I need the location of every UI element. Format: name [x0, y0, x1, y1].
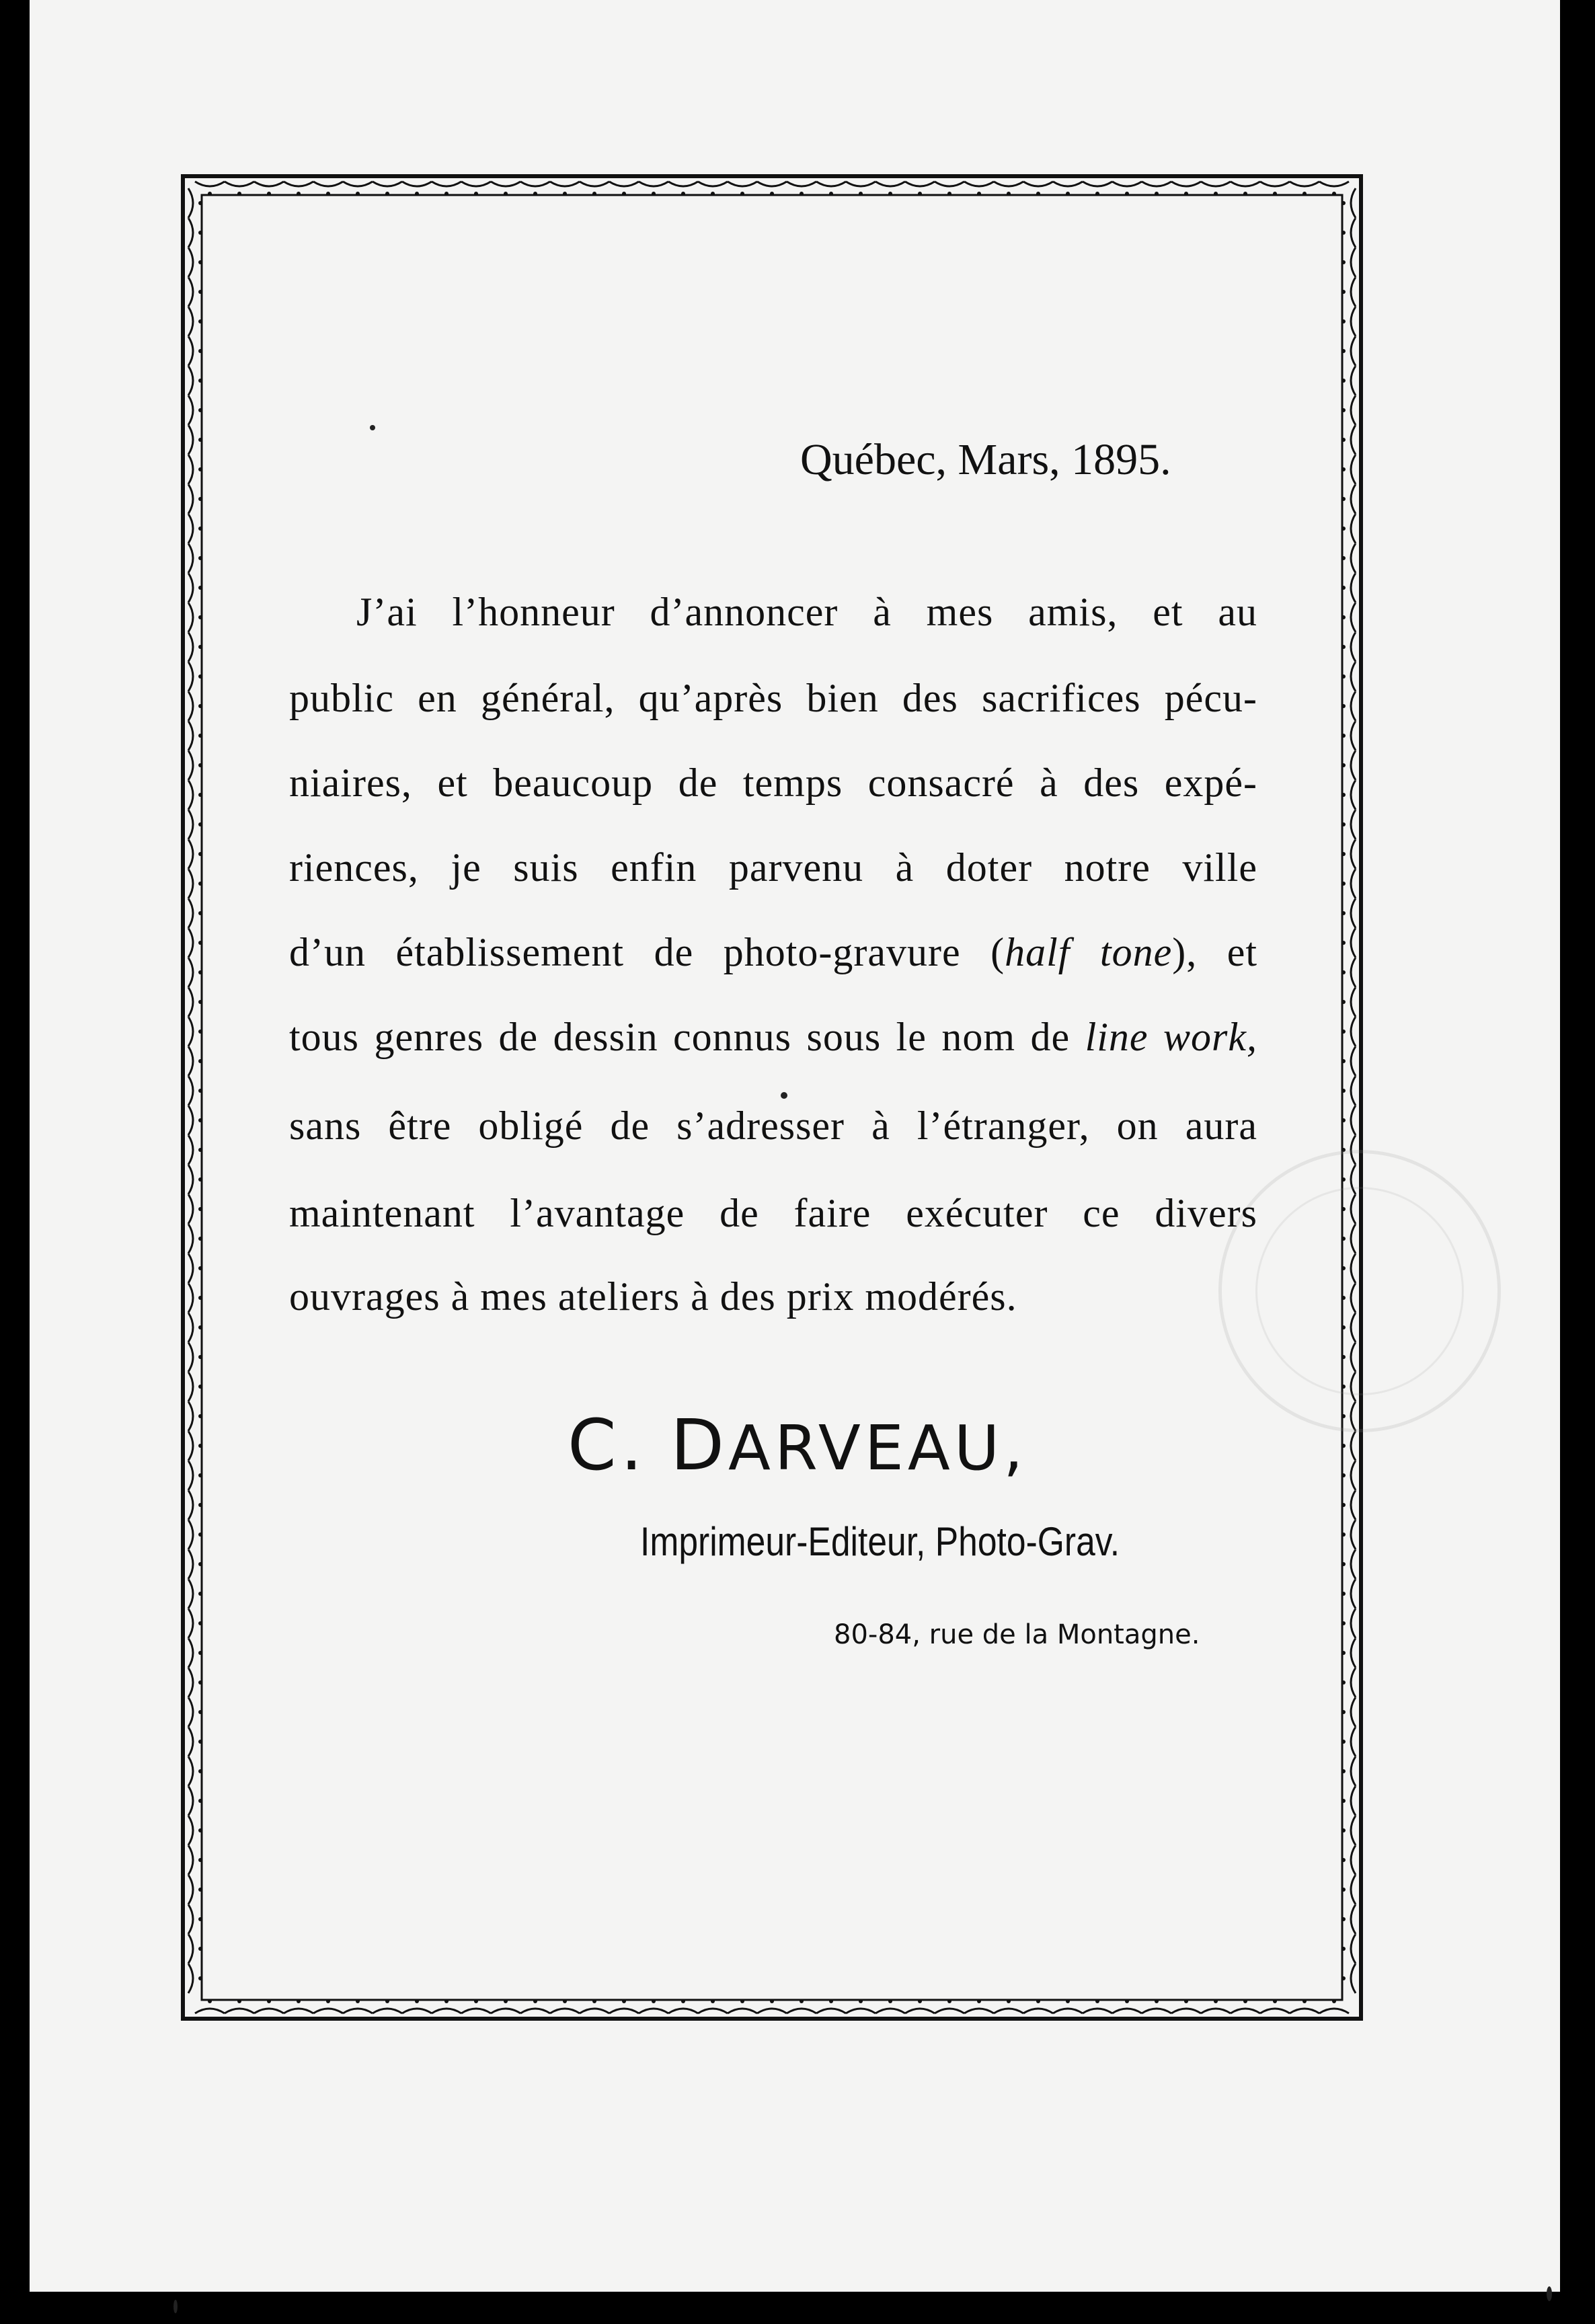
signature-address: 80-84, rue de la Montagne. — [834, 1619, 1200, 1650]
paragraph-line-6 — [289, 1014, 1257, 1060]
faint-library-stamp-inner — [1255, 1187, 1464, 1395]
paragraph-line-2: public en général, qu’après bien des sacrifices pécu- — [289, 676, 1257, 720]
signature-initial: C. — [568, 1404, 647, 1486]
paragraph-line-7: sans être obligé de s’adresser à l’étranger, on aura — [289, 1103, 1257, 1148]
paragraph-line-5-start: d’un établissement de photo-gravure ( — [289, 930, 1005, 974]
signature-name-first-letter: D — [670, 1404, 729, 1486]
paragraph-line-8: maintenant l’avantage de faire exécuter ce divers — [289, 1191, 1257, 1235]
ink-speck — [173, 2300, 178, 2313]
signature-name-trail: , — [1003, 1412, 1027, 1484]
signature-title: Imprimeur-Editeur, Photo-Grav. — [640, 1519, 1120, 1564]
paragraph-line-5-end: ), et — [1172, 930, 1258, 974]
emphasis-line-work: line work, — [1085, 1015, 1257, 1059]
paragraph-line-3: niaires, et beaucoup de temps consacré à des expé- — [289, 761, 1257, 805]
paragraph-line-1: J’ai l’honneur d’annoncer à mes amis, et au — [356, 590, 1257, 634]
ink-speck — [1547, 2286, 1552, 2301]
signature-name-rest: ARVEAU — [728, 1412, 1004, 1484]
signature-name — [568, 1404, 1027, 1486]
paragraph-line-6-start: tous genres de dessin connus sous le nom de — [289, 1015, 1071, 1059]
ink-speck — [370, 425, 375, 430]
emphasis-half-tone: half tone — [1005, 930, 1173, 974]
paragraph-line-9: ouvrages à mes ateliers à des prix modérés. — [289, 1274, 1017, 1319]
dateline: Québec, Mars, 1895. — [800, 435, 1171, 484]
faint-library-stamp — [1218, 1150, 1501, 1432]
paragraph-line-5 — [289, 929, 1257, 976]
ink-speck — [781, 1092, 787, 1099]
paragraph-line-4: riences, je suis enfin parvenu à doter notre ville — [289, 845, 1257, 890]
